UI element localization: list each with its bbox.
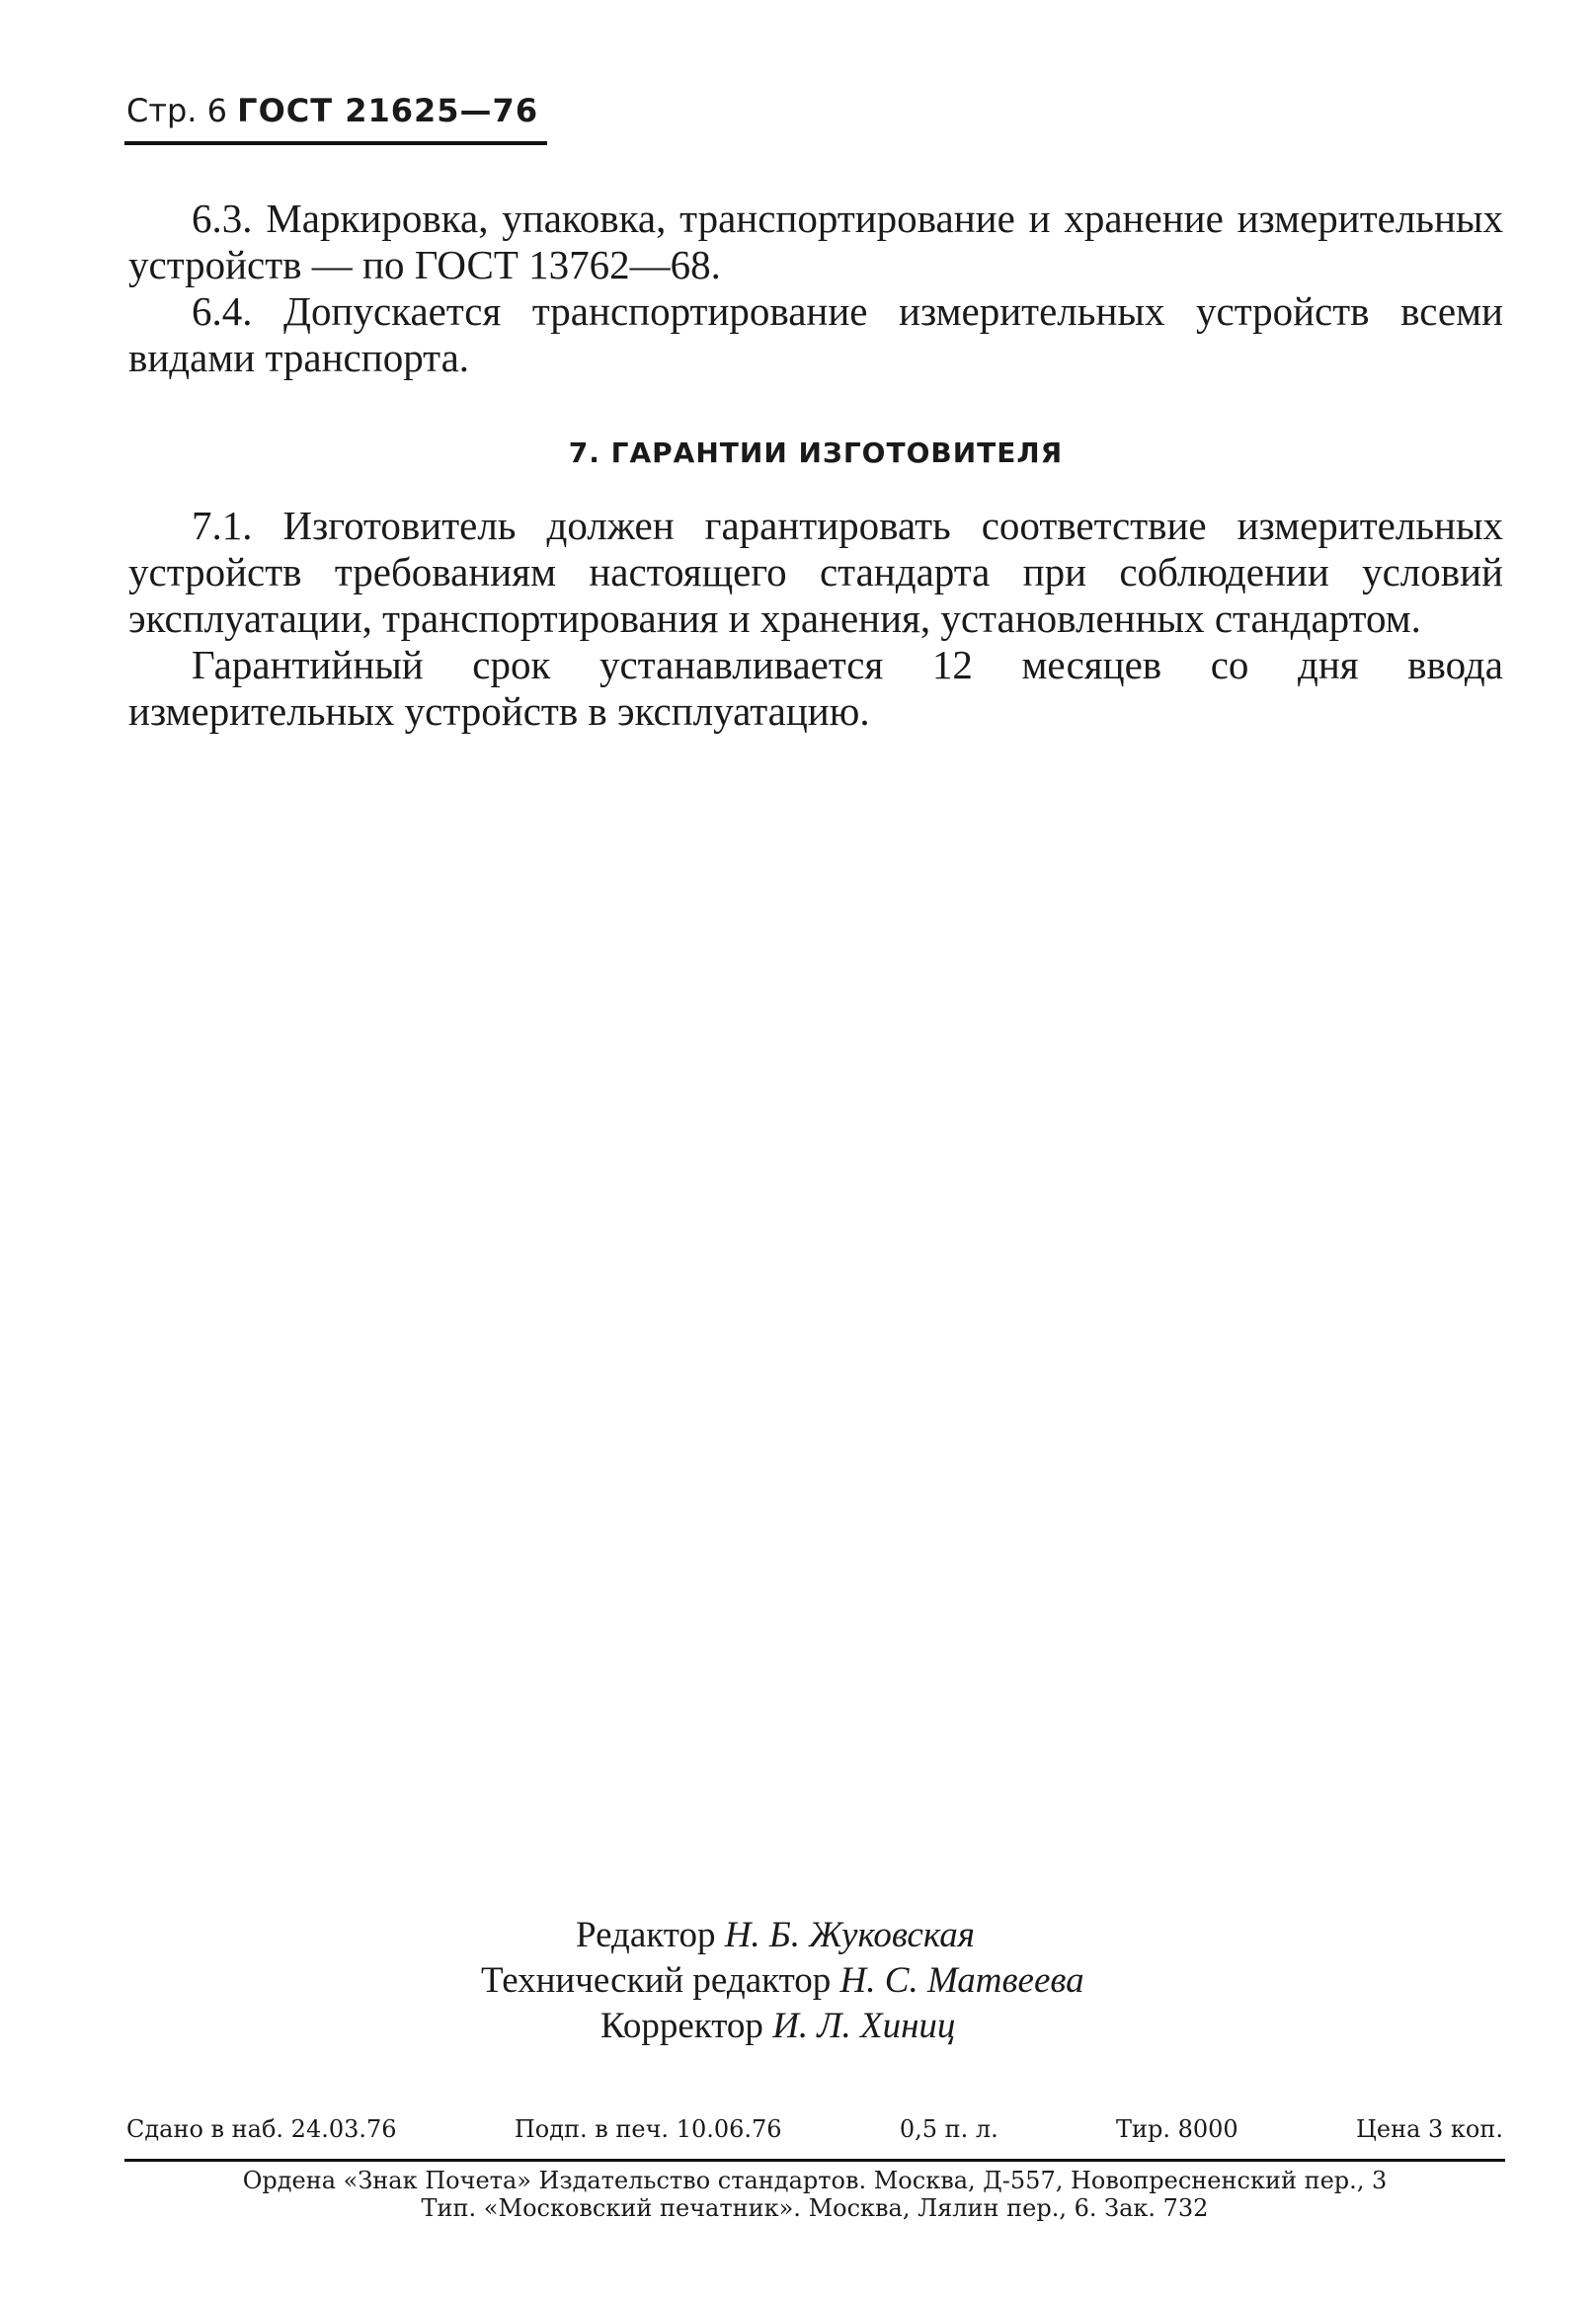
- credit-editor: [576, 1913, 975, 1957]
- imprint-line: [126, 2114, 1503, 2144]
- editor-name: Н. Б. Жуковская: [724, 1915, 975, 1955]
- imprint-print-run: Тир. 8000: [1116, 2115, 1238, 2143]
- publisher-line-2: Тип. «Московский печатник». Москва, Лялин пер., 6. Зак. 732: [421, 2194, 1209, 2222]
- standard-number: ГОСТ 21625—76: [237, 92, 539, 129]
- paragraph-warranty: Гарантийный срок устанавливается 12 месяцев со дня ввода измерительных устройств в эксплуатацию.: [128, 642, 1503, 734]
- paragraph-6-3: 6.3. Маркировка, упаковка, транспортирование и хранение измерительных устройств — по ГОСТ 13762—68.: [128, 196, 1503, 287]
- imprint-sheets: 0,5 п. л.: [899, 2115, 998, 2143]
- imprint-price: Цена 3 коп.: [1355, 2115, 1503, 2143]
- credit-tech-editor: [481, 1958, 1084, 2003]
- page-header: [126, 91, 538, 130]
- tech-editor-role: Технический редактор: [481, 1960, 832, 2001]
- section-6-text: [128, 196, 1503, 381]
- tech-editor-name: Н. С. Матвеева: [839, 1960, 1084, 2001]
- publisher-line-1: Ордена «Знак Почета» Издательство стандартов. Москва, Д-557, Новопресненский пер., 3: [242, 2167, 1388, 2194]
- publisher-block: [126, 2167, 1503, 2222]
- section-7-text: [128, 503, 1503, 735]
- imprint-signed: Подп. в печ. 10.06.76: [514, 2115, 782, 2143]
- paragraph-6-4: 6.4. Допускается транспортирование измерительных устройств всеми видами транспорта.: [128, 288, 1503, 380]
- credit-corrector: [600, 2004, 955, 2048]
- page-number: Стр. 6: [126, 92, 227, 129]
- imprint-rule: [124, 2159, 1505, 2162]
- section-7-title: 7. ГАРАНТИИ ИЗГОТОВИТЕЛЯ: [568, 436, 1064, 469]
- paragraph-7-1: 7.1. Изготовитель должен гарантировать соответствие измерительных устройств требованиям настоящего стандарта при соблюдении условий эксплуатации, транспортирования и хранения, установленных стандартом.: [128, 503, 1503, 641]
- imprint-submitted: Сдано в наб. 24.03.76: [126, 2115, 397, 2143]
- editor-role: Редактор: [576, 1915, 716, 1955]
- corrector-name: И. Л. Хиниц: [772, 2006, 956, 2046]
- header-rule: [124, 141, 547, 145]
- corrector-role: Корректор: [600, 2006, 763, 2046]
